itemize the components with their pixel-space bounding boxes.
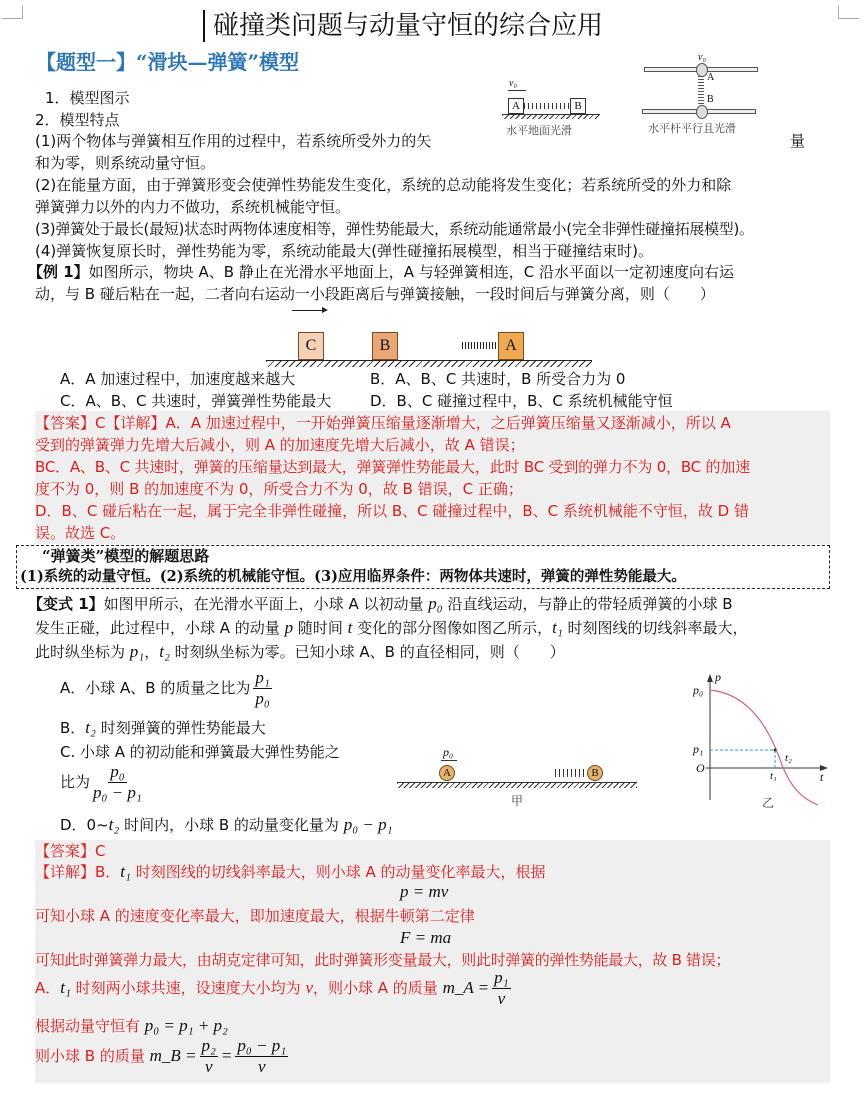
text: 时刻两小球共速，设速度大小均为 (70, 979, 306, 997)
math: t₁ (552, 618, 563, 637)
arrow-head (322, 307, 328, 313)
fraction (235, 1036, 288, 1077)
feature-2-line-1: (2)在能量方面，由于弹簧形变会使弹性势能发生变化，系统的总动能将发生变化；若系统所受的外力和除 (35, 176, 732, 194)
text: 沿直线运动，与静止的带轻质弹簧的小球 B (442, 595, 733, 613)
text: A． (35, 979, 61, 997)
variant-label: 【变式 1】 (28, 595, 104, 613)
page-title: 碰撞类问题与动量守恒的综合应用 (203, 10, 603, 42)
p-t-graph (690, 670, 830, 810)
figure-caption: 甲 (511, 794, 524, 808)
answer-line: 受到的弹簧弹力先增大后减小，则 A 的加速度先增大后减小，故 A 错误； (35, 436, 525, 454)
figure-spring-rod (640, 52, 770, 140)
math: p (284, 618, 294, 637)
detail-line-4 (35, 968, 514, 1009)
text: 根据动量守恒有 (35, 1017, 145, 1035)
x-axis-label: t (820, 770, 824, 784)
arrow-icon (441, 760, 457, 761)
p0-label: p₀ (443, 745, 454, 759)
ground-hatch (502, 114, 600, 119)
detail-line-5 (35, 1016, 228, 1036)
spring-icon (462, 342, 498, 349)
p1-tick: p₁ (693, 742, 704, 756)
math: t₁ (120, 862, 131, 881)
figure-caption: 水平杆平行且光滑 (648, 122, 736, 135)
variant-1-line-3 (35, 640, 565, 664)
block-c: C (298, 332, 324, 360)
answer-line: BC．A、B、C 共速时，弹簧的压缩量达到最大，弹簧弹性势能最大，此时 BC 受到的弹力不为 0，BC 的加速 (35, 458, 750, 476)
block-a: A (498, 332, 524, 360)
feature-1-line-1: (1)两个物体与弹簧相互作用的过程中，若系统所受外力的矢 (35, 132, 432, 150)
fraction (93, 762, 142, 803)
option-b: B．A、B、C 共速时，B 所受合力为 0 (370, 370, 626, 388)
v0-label: v₀ (698, 52, 706, 63)
ball-a: A (439, 765, 455, 781)
variant-1-line-2 (35, 616, 748, 640)
detail-line-1 (35, 862, 546, 882)
answer-label: 【答案】C (35, 842, 106, 860)
variant-1-line-1 (28, 592, 733, 616)
numerator: p₁ (255, 668, 270, 687)
example-1-line-1 (28, 262, 734, 282)
variant-option-c-cont (60, 762, 145, 803)
text: 【详解】B． (35, 863, 121, 881)
feature-3: (3)弹簧处于最长(最短)状态时两物体速度相等，弹性势能最大，系统动能通常最小(完全非弹性碰撞拓展模型)。 (35, 220, 754, 238)
answer-line: 【答案】C【详解】A．A 加速过程中，一开始弹簧压缩量逐渐增大，之后弹簧压缩量又逐渐减小，所以 A (35, 414, 731, 432)
detail-line-2: 可知小球 A 的速度变化率最大，即加速度最大，根据牛顿第二定律 (35, 907, 475, 925)
section-heading: 【题型一】“滑块—弹簧”模型 (36, 50, 300, 74)
math: p₀ (428, 594, 443, 613)
option-c: C．A、B、C 共速时，弹簧弹性势能最大 (60, 392, 332, 410)
text: 如图甲所示，在光滑水平面上，小球 A 以初动量 (103, 595, 429, 613)
math: p₀ − p₁ (343, 815, 393, 834)
math: p₁ (129, 642, 145, 661)
variant-option-c: C. 小球 A 的初动能和弹簧最大弹性势能之 (60, 743, 340, 761)
subsection-2: 2．模型特点 (35, 111, 120, 129)
t1-tick: t₁ (770, 770, 777, 782)
arrow-icon (292, 310, 326, 311)
text: B． (60, 719, 86, 737)
answer-line: D．B、C 碰后粘在一起，属于完全非弹性碰撞，所以 B、C 碰撞过程中，B、C 系统机械能不守恒，故 D 错 (35, 502, 750, 520)
fraction (253, 668, 271, 709)
ball-b (696, 105, 708, 119)
denominator: v (204, 1057, 213, 1076)
ground-hatch (397, 782, 637, 788)
example-1-diagram (260, 300, 600, 370)
figure-yi-graph (690, 670, 830, 810)
t2-tick: t₂ (785, 752, 792, 764)
text: 发生正碰，此过程中，小球 A 的动量 (35, 619, 285, 637)
math: t₂ (159, 642, 170, 661)
feature-2-line-2: 弹簧弹力以外的内力不做功，系统机械能守恒。 (35, 198, 351, 216)
numerator: p₂ (201, 1036, 216, 1055)
text: 比为 (60, 773, 91, 791)
subsection-1: 1．模型图示 (45, 89, 130, 107)
math: v (305, 978, 313, 997)
figure-caption: 乙 (762, 796, 775, 810)
text: 时刻图线的切线斜率最大， (562, 619, 748, 637)
example-label: 【例 1】 (28, 263, 89, 281)
numerator: p₀ − p₁ (237, 1036, 287, 1055)
y-axis-arrow (707, 674, 713, 682)
origin-label: O (696, 761, 705, 775)
text: 此时纵坐标为 (35, 643, 130, 661)
answer-line: 误。故选 C。 (35, 524, 126, 542)
text: 时刻图线的切线斜率最大，则小球 A 的动量变化率最大，根据 (130, 863, 546, 881)
figure-caption: 水平地面光滑 (506, 124, 572, 137)
figure-block-spring-ground (500, 78, 610, 140)
math: t₂ (85, 718, 96, 737)
ground-hatch (266, 360, 592, 367)
block-b: B (570, 98, 586, 114)
spring-icon (555, 769, 587, 777)
momentum-curve (710, 690, 818, 805)
example-1-line-2: 动，与 B 碰后粘在一起，二者向右运动一小段距离后与弹簧接触，一段时间后与弹簧分离，则（ ） (35, 285, 715, 303)
text: 随时间 (293, 619, 348, 637)
text: 时间内，小球 B 的动量变化量为 (119, 816, 344, 834)
denominator: v (258, 1057, 266, 1076)
p0-tick: p₀ (693, 683, 704, 697)
figure-jia (395, 745, 645, 810)
denominator: p₀ (255, 689, 270, 708)
math: t (347, 618, 353, 637)
text: A．小球 A、B 的质量之比为 (60, 679, 251, 697)
detail-line-6 (35, 1036, 291, 1077)
math: m_A = (442, 978, 490, 997)
numerator: p₀ (110, 762, 125, 781)
answer-line: 度不为 0，则 B 的加速度不为 0，所受合力不为 0，故 B 错误，C 正确； (35, 480, 523, 498)
equation-f-ma: F = ma (400, 928, 452, 947)
block-b: B (372, 332, 398, 360)
math: p₀ = p₁ + p₂ (144, 1016, 228, 1035)
option-a: A．A 加速过程中，加速度越来越大 (60, 370, 296, 388)
label-a: A (707, 72, 715, 83)
math: t₁ (60, 978, 71, 997)
text: ， (144, 643, 160, 661)
label-b: B (707, 94, 714, 105)
text: ，则小球 A 的质量 (313, 979, 443, 997)
math: = (220, 1046, 233, 1065)
text: D．0~ (60, 816, 109, 834)
feature-1-line-2: 和为零，则系统动量守恒。 (35, 154, 216, 172)
numerator: p₁ (494, 968, 509, 987)
text: 时刻弹簧的弹性势能最大 (95, 719, 266, 737)
feature-4: (4)弹簧恢复原长时，弹性势能为零，系统动能最大(弹性碰撞拓展模型，相当于碰撞结束时)。 (35, 242, 653, 260)
math: m_B = (149, 1046, 197, 1065)
text: 时刻纵坐标为零。已知小球 A、B 的直径相同，则（ ） (169, 643, 565, 661)
text: 变化的部分图像如图乙所示， (352, 619, 553, 637)
spring-icon (524, 103, 570, 109)
tip-body: (1)系统的动量守恒。(2)系统的机械能守恒。(3)应用临界条件：两物体共速时，弹簧的弹性势能最大。 (20, 568, 686, 585)
y-axis-label: p (715, 670, 721, 684)
fraction (200, 1036, 218, 1077)
variant-option-b (60, 718, 266, 738)
example-text: 如图所示，物块 A、B 静止在光滑水平地面上，A 与轻弹簧相连，C 沿水平面以一定初速度向右运 (88, 263, 735, 281)
block-a: A (508, 98, 524, 114)
variant-option-d (60, 815, 392, 835)
detail-line-3: 可知此时弹簧弹力最大，由胡克定律可知，此时弹簧形变量最大，则此时弹簧的弹性势能最大，故 B 错误； (35, 951, 731, 969)
arrow-icon (508, 90, 526, 91)
denominator: v (497, 989, 506, 1008)
math: t₂ (108, 815, 120, 834)
equation-p-mv: p = mv (400, 882, 449, 901)
spring-icon (698, 76, 704, 105)
v0-label: v₀ (509, 78, 517, 89)
t1-point (774, 749, 777, 752)
tip-title: “弹簧类”模型的解题思路 (42, 547, 210, 565)
variant-option-a (60, 668, 275, 709)
ball-b: B (587, 765, 603, 781)
page-corner-mark (2, 6, 23, 19)
denominator: p₀ − p₁ (93, 783, 142, 802)
option-d: D．B、C 碰撞过程中，B、C 系统机械能守恒 (370, 392, 673, 410)
text: 则小球 B 的质量 (35, 1047, 150, 1065)
page-corner-mark (838, 6, 859, 19)
fraction (492, 968, 510, 1009)
feature-1-line-1-end: 量 (790, 132, 806, 150)
